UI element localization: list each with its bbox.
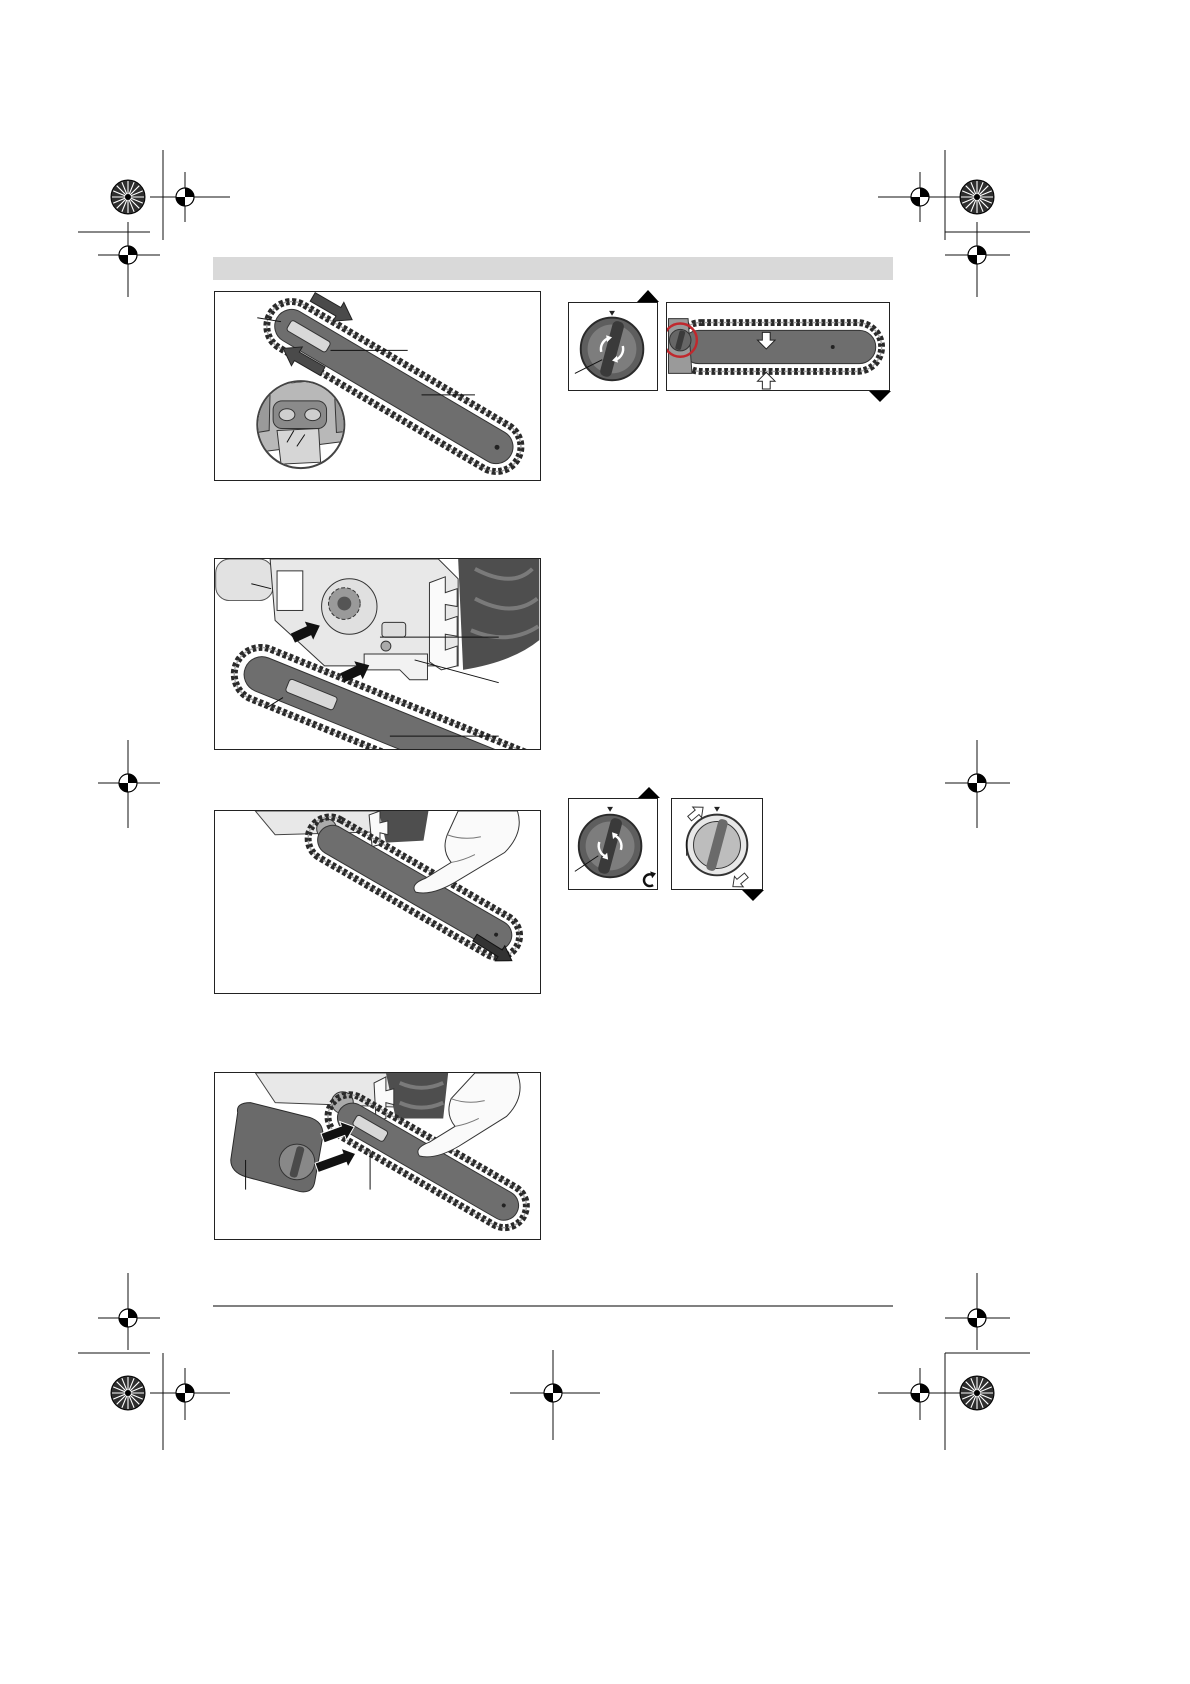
guide-bar [682,330,876,363]
spike-bumper [429,577,457,670]
header-bar [213,257,893,280]
bar-stud [381,641,391,651]
registration-crosshair-icon [911,188,929,206]
motor-housing [458,559,539,670]
bar-onto-housing-icon [215,559,540,749]
chain-fitting-on-bar-icon [215,292,540,480]
figure-bar-onto-housing [214,558,541,750]
knob-index-marker [607,807,613,812]
bar-alignment-detail [667,303,889,390]
tensioning-knob [687,815,748,876]
figure-knob-loosen [568,302,658,391]
figure-chain-cover [214,1072,541,1240]
chain-tension-check-icon [215,811,540,993]
crop-marks-bottom-left [78,1273,230,1450]
triangle-marker-icon [869,391,891,402]
registration-crosshair-icon [119,1309,137,1327]
triangle-marker-icon [638,787,660,798]
label-plate [277,571,303,611]
triangle-marker-icon [742,890,764,901]
registration-crosshair-icon [176,1384,194,1402]
registration-crosshair-icon [119,246,137,264]
knob-index-marker [609,311,615,316]
knob-index-marker [714,807,720,812]
figure-chain-tension [214,810,541,994]
motor-housing [386,1073,448,1118]
knob-and-bar-alignment-icon [569,303,657,390]
chain-tensioner [382,622,406,637]
knob-ring-rotation-detail [672,799,762,889]
registration-crosshair-icon [544,1384,562,1402]
starburst-register-icon [960,1376,994,1410]
chain-cover-attach-icon [215,1073,540,1239]
registration-crosshair-icon [968,774,986,792]
rear-handle [216,559,273,601]
figure-knob-ring [671,798,763,890]
figure-chain-fitting [214,291,541,481]
crop-marks-top-right [878,150,1030,297]
starburst-register-icon [960,180,994,214]
gloved-hand [414,811,519,893]
registration-crosshair-icon [968,1309,986,1327]
crop-marks-bottom-right [878,1273,1030,1450]
detail-magnifier [251,377,354,468]
push-up-arrow-icon [757,372,775,389]
knob-tighten-loosen-icon [569,799,657,889]
counterclockwise-icon [644,871,656,886]
bar-rail [364,654,427,680]
chain-cover [231,1103,323,1192]
registration-crosshair-icon [119,774,137,792]
registration-crosshair-icon [911,1384,929,1402]
crop-marks-top-left [78,150,230,297]
rotate-arrow-icon [728,870,750,889]
triangle-marker-icon [637,290,659,302]
tensioning-knob [581,318,644,381]
starburst-register-icon [111,180,145,214]
registration-crosshair-icon [968,246,986,264]
crop-marks-bottom-center [510,1350,600,1440]
tensioning-knob [579,815,642,878]
starburst-register-icon [111,1376,145,1410]
bar-tip-hole [831,345,835,349]
registration-crosshair-icon [176,188,194,206]
figure-bar-alignment [666,302,890,391]
figure-knob-tighten [568,798,658,890]
